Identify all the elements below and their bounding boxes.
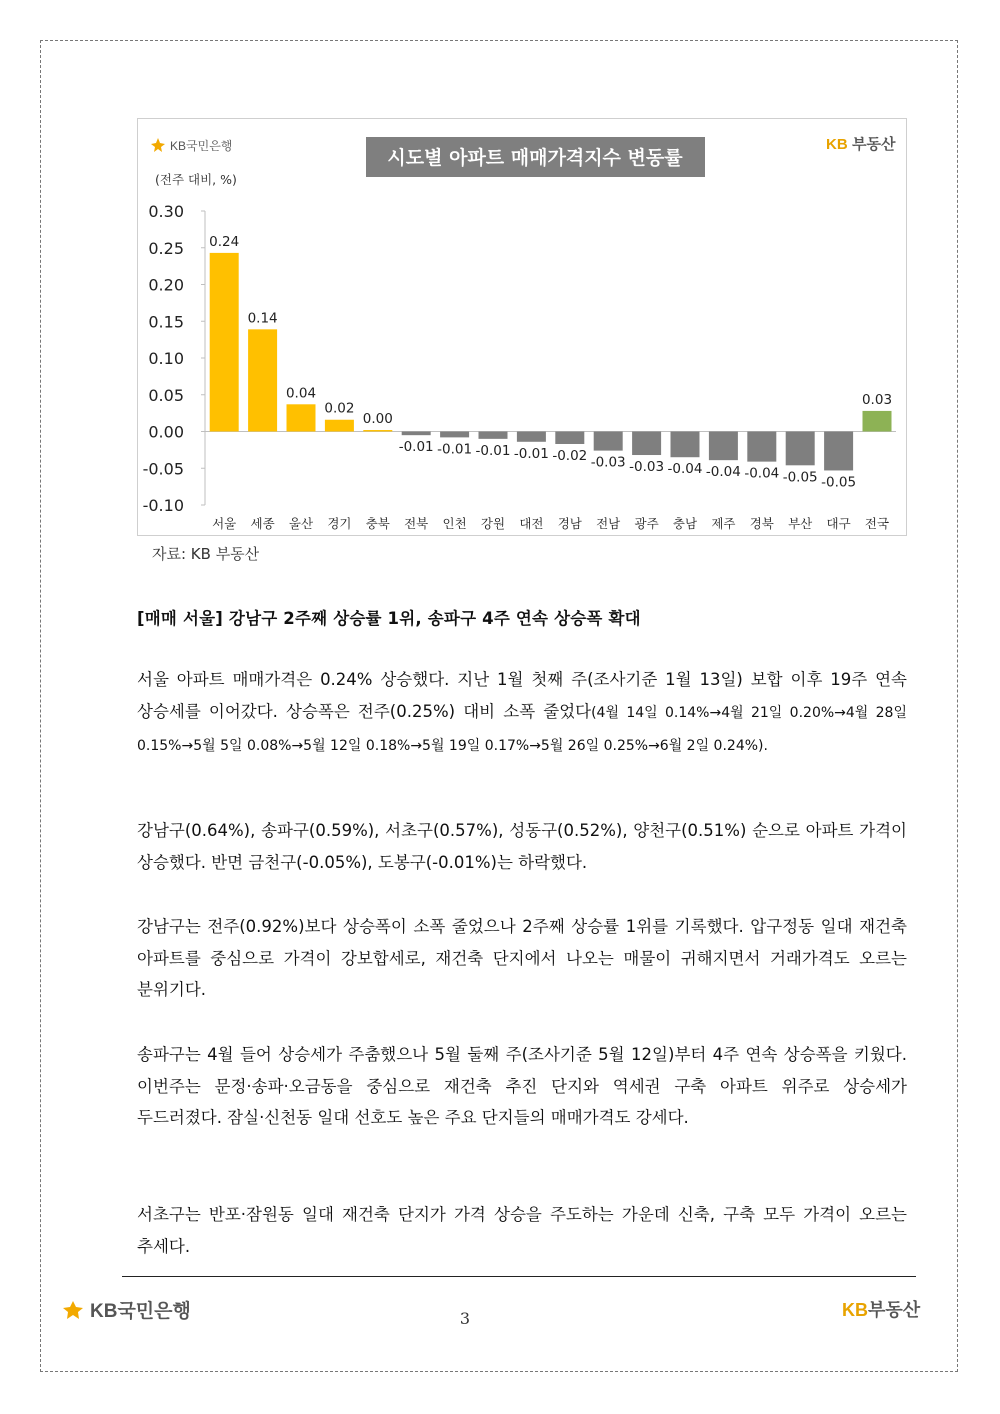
bar-광주 [632, 432, 661, 456]
bar-인천 [440, 432, 469, 438]
y-axis-ticks [143, 202, 205, 515]
data-label-세종: 0.14 [247, 310, 278, 327]
paragraph-gangnam: 강남구는 전주(0.92%)보다 상승폭이 소폭 줄었으나 2주째 상승률 1위를 기록했다. 압구정동 일대 재건축 아파트를 중심으로 가격이 강보합세로, 재건축 단지에서 나오는 매물이 귀해지면서 거래가격도 오르는 분위기다. [137, 917, 907, 999]
x-category-label: 제주 [711, 516, 736, 531]
footer-divider [122, 1276, 916, 1277]
data-label-충남: -0.04 [667, 461, 703, 478]
bar-강원 [479, 432, 508, 439]
x-category-label: 경남 [557, 516, 582, 531]
paragraph-seocho: 서초구는 반포·잠원동 일대 재건축 단지가 가격 상승을 주도하는 가운데 신축, 구축 모두 가격이 오르는 추세다. [137, 1205, 907, 1256]
footer-brand-text: 부동산 [868, 1300, 921, 1321]
data-label-대전: -0.01 [513, 445, 549, 462]
kb-star-icon [151, 138, 165, 152]
y-tick-label: 0.30 [148, 202, 184, 221]
y-tick-label: -0.05 [142, 459, 184, 479]
x-category-label: 전남 [596, 516, 621, 531]
bar-chart [138, 119, 908, 537]
data-label-인천: -0.01 [437, 441, 473, 458]
chart-brand-text: 부동산 [852, 135, 896, 153]
x-axis-categories [212, 516, 889, 531]
bar-부산 [786, 432, 815, 466]
data-label-광주: -0.03 [629, 459, 665, 476]
bar-전국 [863, 411, 892, 432]
y-tick-label: 0.20 [148, 275, 184, 295]
data-label-강원: -0.01 [475, 442, 511, 459]
chart-title: 시도별 아파트 매매가격지수 변동률 [387, 147, 683, 169]
paragraph-district-ranking: 강남구(0.64%), 송파구(0.59%), 서초구(0.57%), 성동구(0.52%), 양천구(0.51%) 순으로 아파트 가격이 상승했다. 반면 금천구(-0.05%), 도봉구(-0.01%)는 하락했다. [137, 821, 907, 872]
data-label-충북: 0.00 [362, 411, 393, 428]
x-category-label: 세종 [250, 516, 275, 531]
x-category-label: 대구 [826, 516, 851, 531]
bar-서울 [210, 253, 239, 432]
data-label-제주: -0.04 [705, 464, 741, 481]
bar-전남 [594, 432, 623, 451]
paragraph-songpa: 송파구는 4월 들어 상승세가 주춤했으나 5월 둘째 주(조사기준 5월 12일)부터 4주 연속 상승폭을 키웠다. 이번주는 문정·송파·오금동을 중심으로 재건축 추진 단지와 역세권 구축 아파트 위주로 상승세가 두드러졌다. 잠실·신천동 일대 선호도 높은 주요 단지들의 매매가격도 강세다. [137, 1045, 907, 1127]
data-label-전국: 0.03 [861, 391, 893, 408]
x-category-label: 전국 [864, 516, 890, 531]
x-category-label: 충남 [672, 516, 698, 531]
bar-경기 [325, 420, 354, 432]
x-category-label: 부산 [788, 516, 813, 531]
y-tick-label: 0.00 [148, 422, 184, 442]
data-label-부산: -0.05 [782, 469, 818, 486]
x-category-label: 충북 [365, 516, 390, 531]
bar-대구 [824, 432, 853, 471]
bar-충남 [671, 432, 700, 458]
paragraph-seoul-weekly-trend: (4월 14일 0.14%→4월 21일 0.20%→4월 28일 0.15%→5월 5일 0.08%→5월 12일 0.18%→5월 19일 0.17%→5월 26일 0.25%→6월 2일 0.24%). [137, 704, 907, 754]
y-tick-label: 0.25 [148, 238, 184, 258]
x-category-label: 경기 [327, 516, 352, 531]
bar-제주 [709, 432, 738, 461]
page-number: 3 [459, 1309, 471, 1328]
footer-brand-kb: KB [842, 1300, 868, 1320]
x-category-label: 광주 [634, 516, 659, 531]
y-tick-label: 0.10 [148, 349, 184, 368]
x-category-label: 경북 [749, 516, 774, 531]
chart-bank-logo [151, 138, 232, 153]
data-label-경기: 0.02 [324, 400, 355, 417]
footer-bank-logo-text: KB국민은행 [90, 1301, 191, 1322]
chart-brand-kb: KB [826, 136, 848, 153]
section-heading: [매매 서울] 강남구 2주째 상승률 1위, 송파구 4주 연속 상승폭 확대 [137, 609, 641, 628]
bar-세종 [248, 329, 277, 431]
data-label-경남: -0.02 [552, 447, 588, 464]
paragraph-seoul-summary [137, 664, 907, 763]
bar-경북 [747, 432, 776, 462]
data-label-전북: -0.01 [398, 439, 434, 456]
y-tick-label: 0.05 [148, 385, 184, 405]
x-category-label: 전북 [404, 516, 429, 531]
chart-source: 자료: KB 부동산 [152, 545, 260, 563]
data-label-대구: -0.05 [821, 474, 857, 491]
bars-group [210, 253, 892, 471]
y-axis-unit-label: (전주 대비, %) [155, 172, 237, 187]
x-category-label: 강원 [480, 516, 506, 531]
x-category-label: 인천 [442, 516, 467, 531]
bar-경남 [555, 432, 584, 444]
bar-울산 [287, 404, 316, 431]
bar-충북 [363, 430, 392, 431]
bar-전북 [402, 432, 431, 436]
y-tick-label: 0.15 [148, 312, 184, 332]
chart-bank-logo-text: KB국민은행 [170, 139, 233, 153]
data-label-서울: 0.24 [209, 233, 240, 250]
data-label-울산: 0.04 [285, 385, 317, 402]
x-category-label: 대전 [519, 516, 544, 531]
paragraph-seoul-main: 서울 아파트 매매가격은 0.24% 상승했다. 지난 1월 첫째 주(조사기준 1월 13일) 보합 이후 19주 연속 상승세를 이어갔다. 상승폭은 전주(0.25%) 대비 소폭 줄었다 [137, 670, 907, 721]
data-label-경북: -0.04 [744, 465, 780, 482]
chart-container [137, 118, 907, 536]
data-label-전남: -0.03 [590, 454, 626, 471]
y-tick-label: -0.10 [142, 496, 184, 515]
x-category-label: 울산 [288, 516, 314, 531]
x-category-label: 서울 [212, 516, 237, 531]
bar-대전 [517, 432, 546, 442]
